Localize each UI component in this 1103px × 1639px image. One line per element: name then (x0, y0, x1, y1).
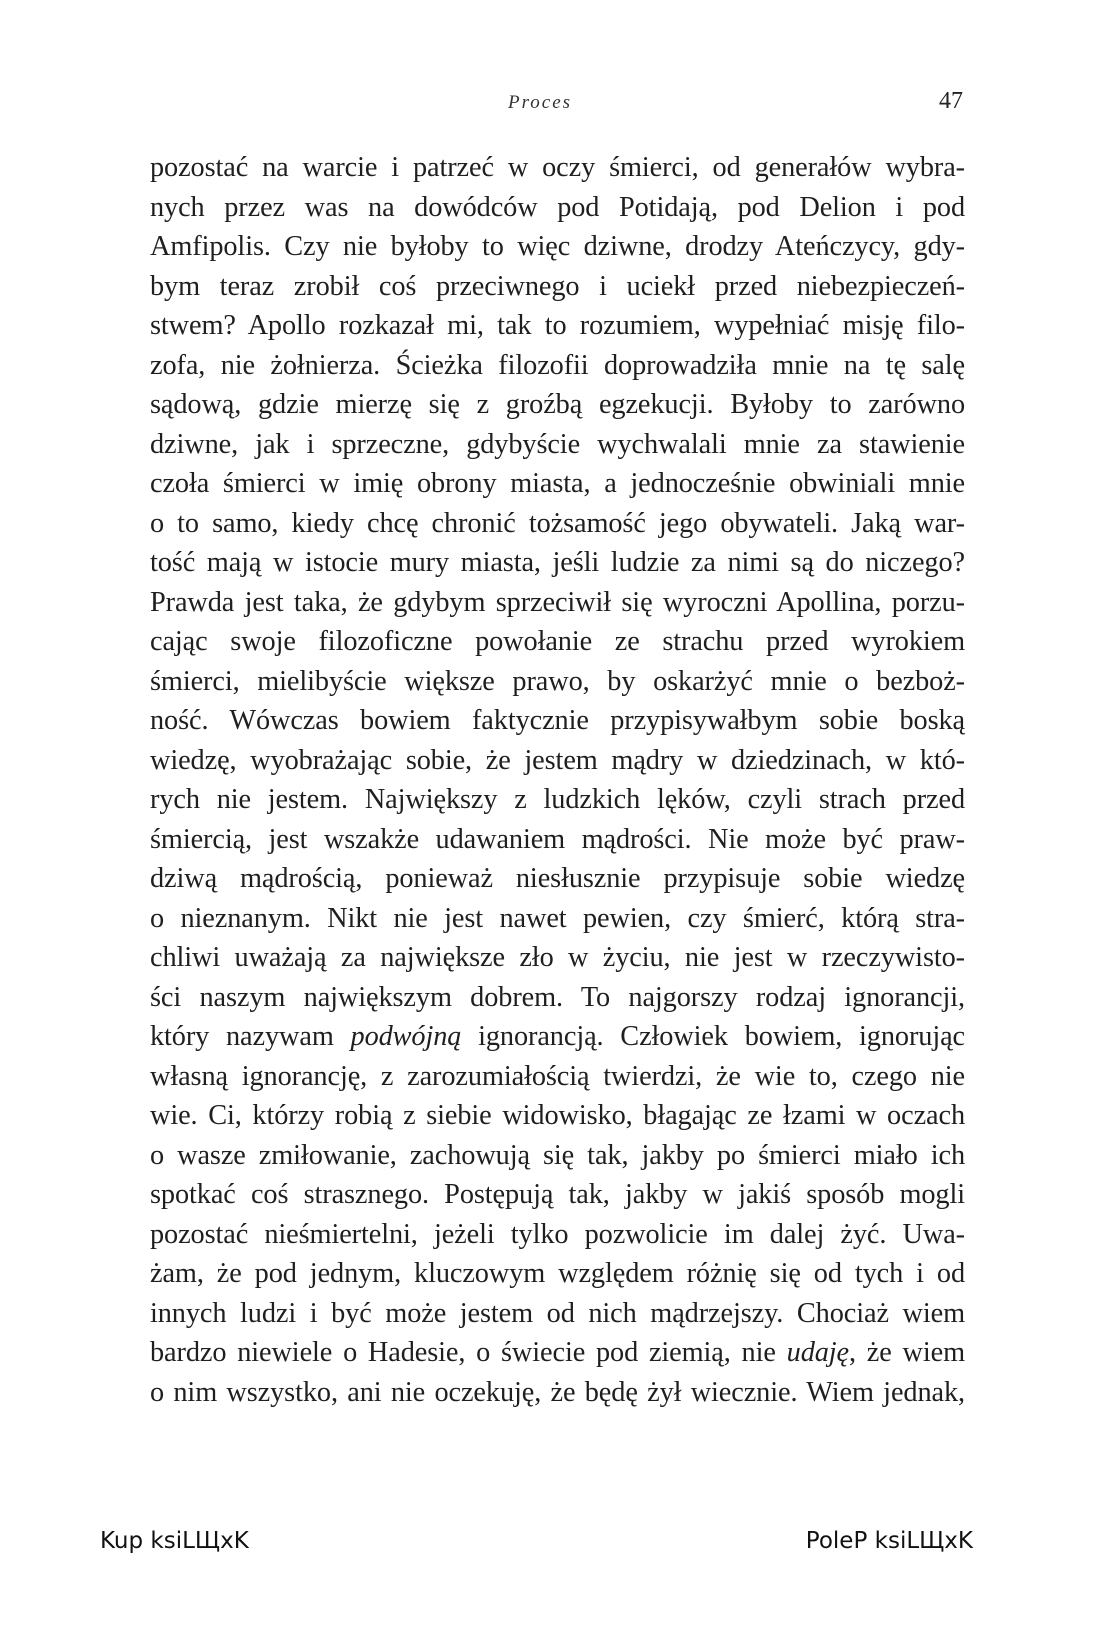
text-segment: pozostać nieśmiertelni, jeżeli tylko pozwolicie im dalej żyć. Uwa- (150, 1218, 965, 1250)
text-segment: Amfipolis. Czy nie byłoby to więc dziwne, drodzy Ateńczycy, gdy- (150, 231, 965, 262)
text-segment: stwem? Apollo rozkazał mi, tak to rozumiem, wypełniać misję filo- (150, 310, 965, 341)
text-line (150, 504, 965, 544)
text-segment: , że wiem (849, 1337, 965, 1368)
italic-text: udaję (786, 1337, 850, 1368)
text-line (150, 1333, 965, 1373)
text-line (150, 820, 965, 860)
text-line (150, 543, 965, 583)
text-line (150, 899, 965, 939)
text-line (150, 425, 965, 465)
running-title: Proces (507, 92, 573, 113)
text-segment: ści naszym największym dobrem. To najgorszy rodzaj ignorancji, (150, 981, 965, 1013)
italic-text: podwójną (350, 1021, 462, 1052)
text-line (150, 701, 965, 741)
text-line (150, 267, 965, 307)
text-segment: śmierci, mielibyście większe prawo, by oskarżyć mnie o bezboż- (150, 665, 965, 697)
text-line (150, 1136, 965, 1176)
text-line (150, 938, 965, 978)
text-line (150, 464, 965, 504)
text-segment: bym teraz zrobił coś przeciwnego i uciekł przed niebezpieczeń- (150, 270, 965, 302)
text-segment: innych ludzi i być może jestem od nich mądrzejszy. Chociaż wiem (150, 1297, 965, 1329)
text-line (150, 1215, 965, 1255)
text-segment: o wasze zmiłowanie, zachowują się tak, jakby po śmierci miało ich (150, 1139, 965, 1171)
recommend-book-link[interactable]: PoleP ksiLЩxK (805, 1528, 973, 1554)
page-number: 47 (939, 88, 963, 114)
text-segment: o nim wszystko, ani nie oczekuję, że będę żył wiecznie. Wiem jednak, (150, 1376, 965, 1408)
text-segment: śmiercią, jest wszakże udawaniem mądrości. Nie może być praw- (150, 823, 965, 855)
text-line (150, 346, 965, 386)
text-line (150, 1017, 965, 1057)
text-segment: który nazywam (150, 1021, 351, 1052)
text-segment: spotkać coś strasznego. Postępują tak, jakby w jakiś sposób mogli (150, 1179, 965, 1210)
text-line (150, 306, 965, 346)
text-line (150, 188, 965, 228)
text-segment: rych nie jestem. Największy z ludzkich lęków, czyli strach przed (150, 784, 965, 815)
text-line (150, 662, 965, 702)
running-head (0, 88, 1103, 118)
text-segment: czoła śmierci w imię obrony miasta, a jednocześnie obwiniali mnie (150, 468, 965, 499)
text-segment: nych przez was na dowódców pod Potidają, pod Delion i pod (150, 191, 965, 223)
text-line (150, 1294, 965, 1334)
text-line (150, 859, 965, 899)
body-text (150, 148, 965, 1412)
text-segment: ignorancją. Człowiek bowiem, ignorując (461, 1021, 965, 1052)
text-segment: tość mają w istocie mury miasta, jeśli ludzie za nimi są do niczego? (150, 547, 965, 578)
text-segment: żam, że pod jednym, kluczowym względem różnię się od tych i od (150, 1258, 965, 1289)
text-line (150, 1057, 965, 1097)
text-segment: dziwą mądrością, ponieważ niesłusznie przypisuje sobie wiedzę (150, 863, 965, 894)
text-segment: Prawda jest taka, że gdybym sprzeciwił się wyroczni Apollina, porzu- (150, 586, 965, 618)
text-segment: pozostać na warcie i patrzeć w oczy śmierci, od generałów wybra- (150, 152, 965, 183)
text-line (150, 1373, 965, 1413)
text-line (150, 978, 965, 1018)
text-line (150, 1175, 965, 1215)
text-segment: zofa, nie żołnierza. Ścieżka filozofii doprowadziła mnie na tę salę (150, 349, 965, 381)
text-segment: wiedzę, wyobrażając sobie, że jestem mądry w dziedzinach, w któ- (150, 744, 965, 776)
text-segment: o nieznanym. Nikt nie jest nawet pewien, czy śmierć, którą stra- (150, 902, 965, 934)
text-segment: własną ignorancję, z zarozumiałością twierdzi, że wie to, czego nie (150, 1060, 965, 1092)
text-line (150, 622, 965, 662)
text-segment: wie. Ci, którzy robią z siebie widowisko, błagając ze łzami w oczach (150, 1100, 965, 1131)
text-segment: sądową, gdzie mierzę się z groźbą egzekucji. Byłoby to zarówno (150, 389, 965, 420)
text-line (150, 741, 965, 781)
text-segment: o to samo, kiedy chcę chronić tożsamość jego obywateli. Jaką war- (150, 507, 965, 539)
text-segment: bardzo niewiele o Hadesie, o świecie pod ziemią, nie (150, 1337, 787, 1368)
text-line (150, 1096, 965, 1136)
footer (0, 1528, 1103, 1568)
buy-book-link[interactable]: Kup ksiLЩxK (100, 1528, 249, 1554)
text-segment: dziwne, jak i sprzeczne, gdybyście wychwalali mnie za stawienie (150, 428, 965, 460)
text-line (150, 148, 965, 188)
text-segment: cając swoje filozoficzne powołanie ze strachu przed wyrokiem (150, 626, 965, 657)
text-line (150, 583, 965, 623)
text-segment: ność. Wówczas bowiem faktycznie przypisywałbym sobie boską (150, 705, 965, 736)
text-segment: chliwi uważają za największe zło w życiu, nie jest w rzeczywisto- (150, 942, 965, 973)
text-line (150, 385, 965, 425)
text-line (150, 780, 965, 820)
text-line (150, 227, 965, 267)
text-line (150, 1254, 965, 1294)
